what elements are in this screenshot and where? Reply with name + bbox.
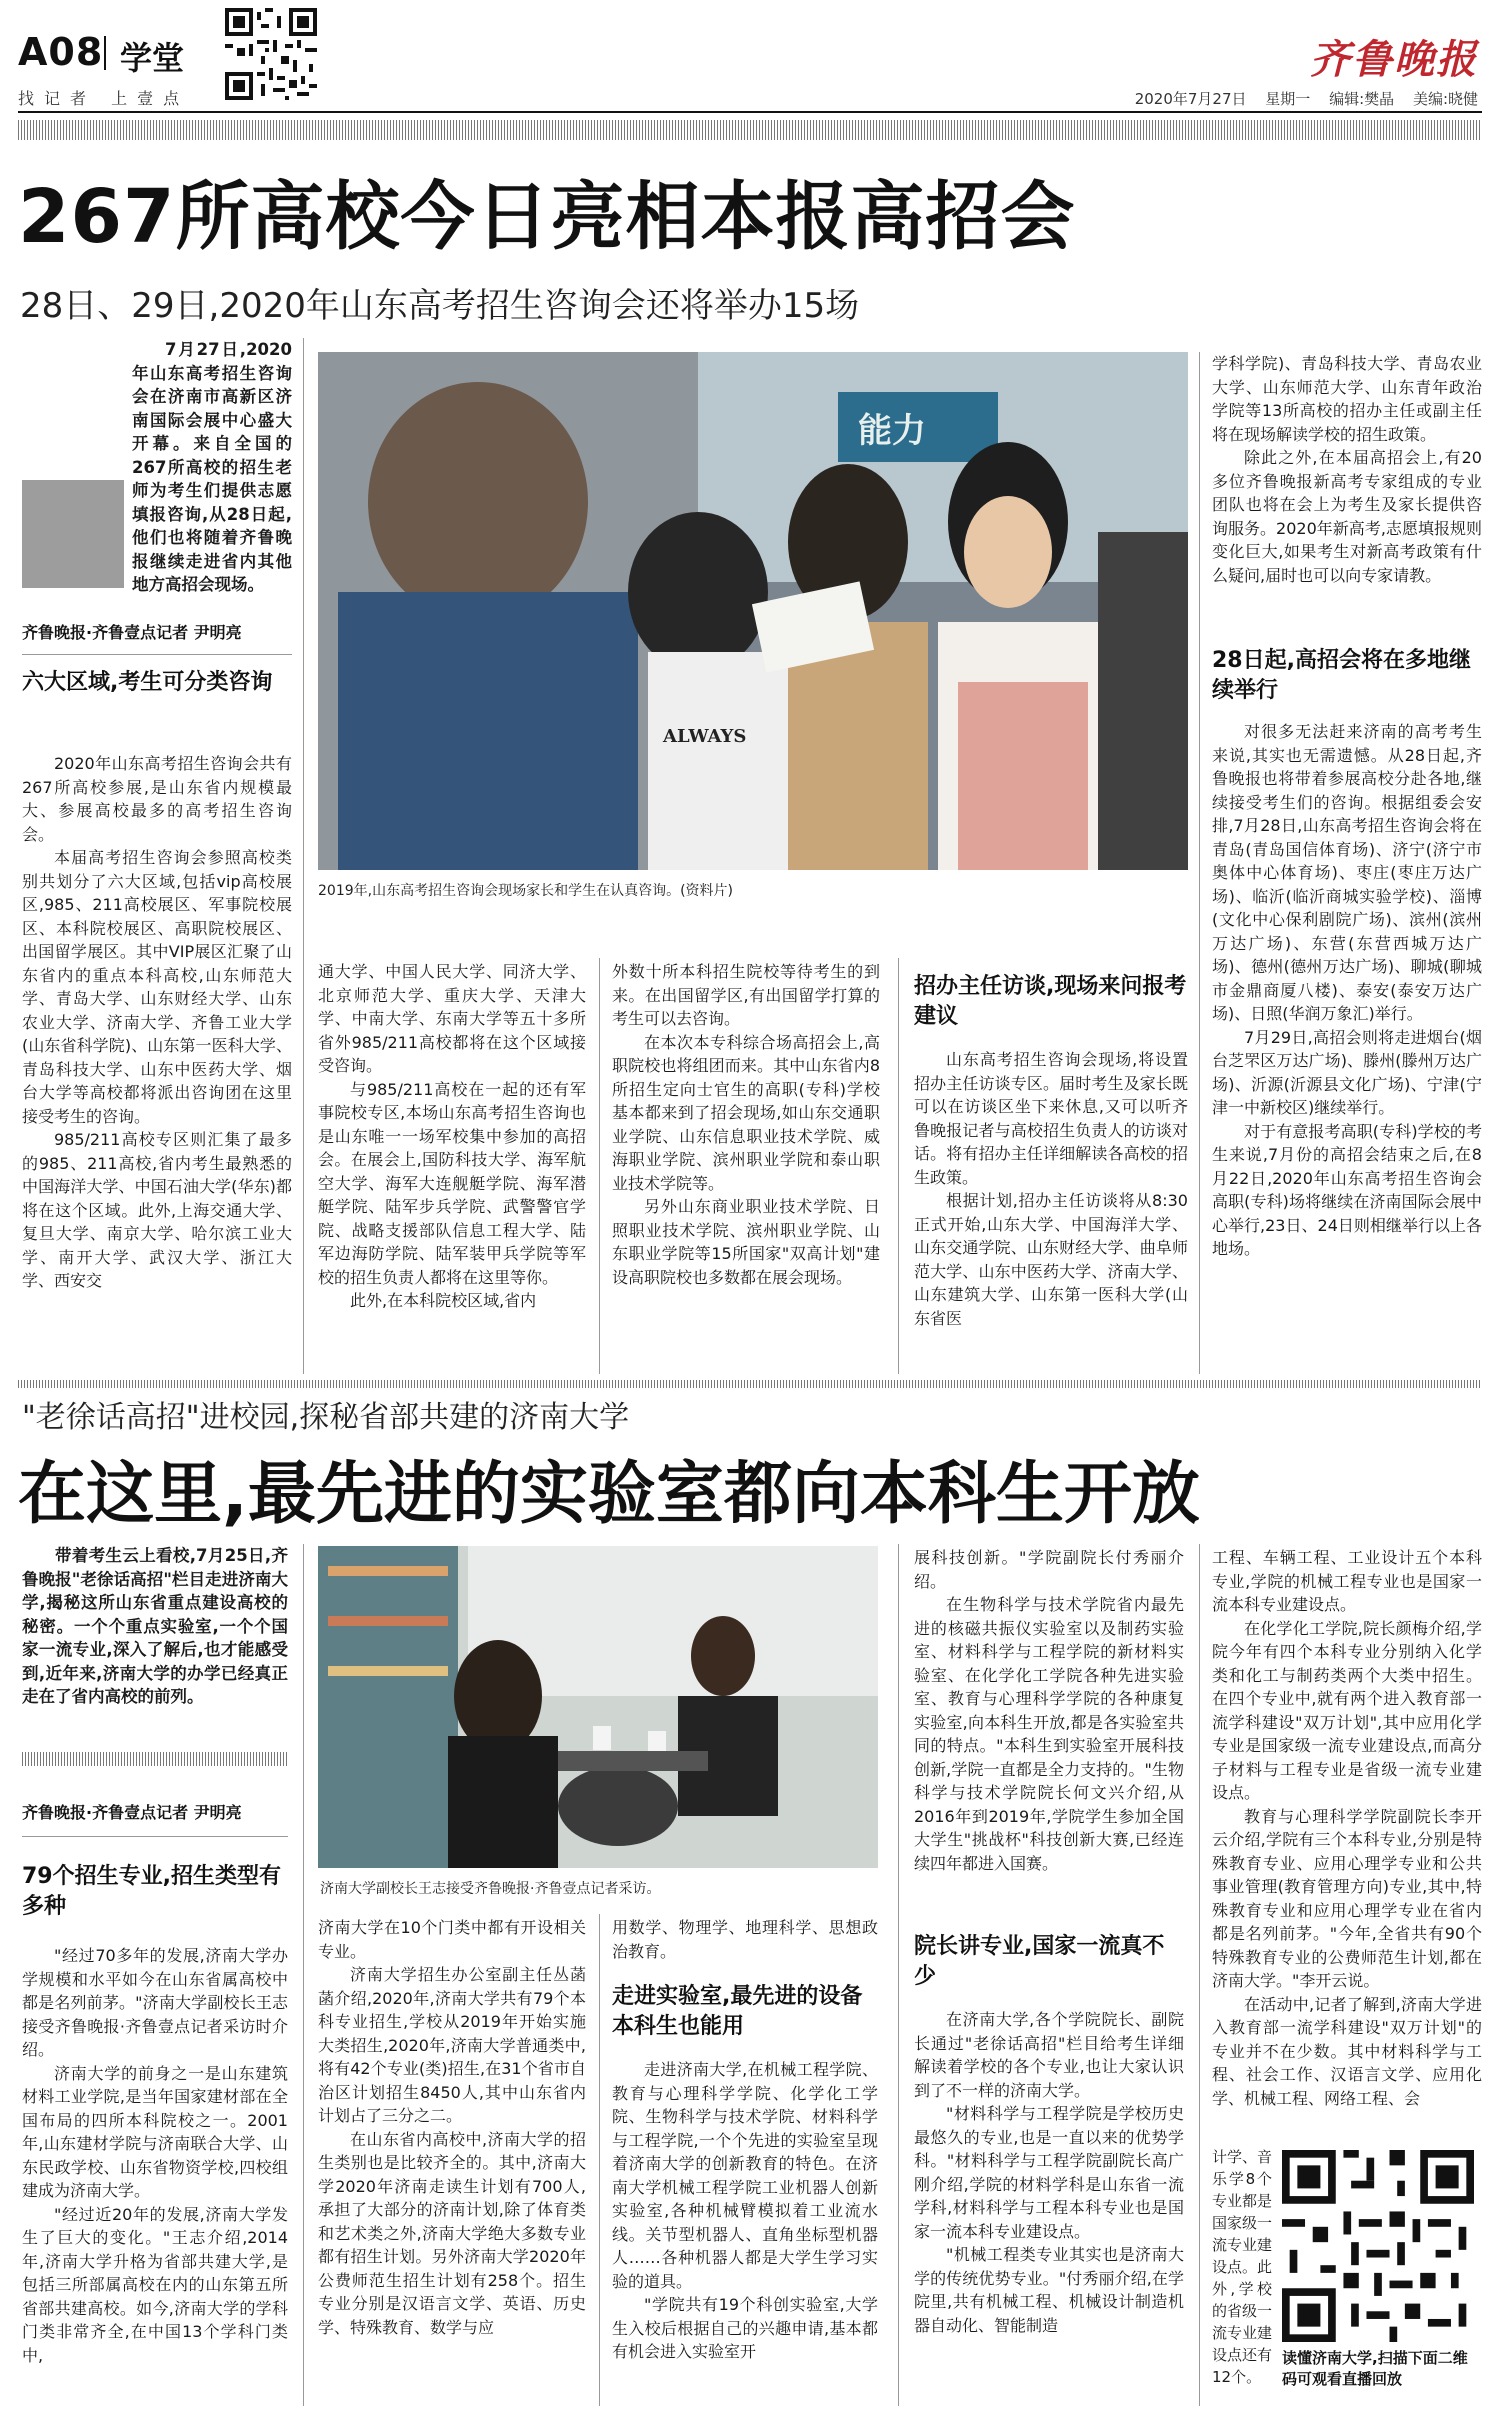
story1-col4: 山东高考招生咨询会现场,将设置招办主任访谈专区。届时考生及家长既可以在访谈区坐下来休息,又可以听齐鲁晚报记者与高校招生负责人的访谈对话。将有招办主任详细解读各高校的招生政策。 根据计划,招办主任访谈将从8:30正式开始,山东大学、中国海洋大学、山东交通学院、山东财经大学、曲阜师范大学、山东中医药大学、济南大学、山东建筑大学、山东第一医科大学(山东省医 <box>914 1050 1188 1328</box>
qr-code-icon[interactable] <box>225 8 317 100</box>
header-rule <box>18 111 1482 113</box>
column-rule <box>599 1914 600 2406</box>
column-rule <box>303 338 304 1374</box>
art-credit: 美编:晓健 <box>1412 90 1478 108</box>
story2-subhead-a: 79个招生专业,招生类型有多种 <box>22 1864 281 1919</box>
story2-col1: "经过70多年的发展,济南大学办学规模和水平如今在山东省属高校中都是名列前茅。"济南大学副校长王志接受齐鲁晚报·齐鲁壹点记者采访时介绍。 济南大学的前身之一是山东建筑材料工业学院,是当年国家建材部在全国布局的四所本科院校之一。2001年,山东建材学院与济南联合大学、山东民政学校、山东省物资学校,四校组建成为济南大学。 "经过近20年的发展,济南大学发生了巨大的变化。"王志介绍,2014年,济南大学升格为省部共建大学,是包括三所部属高校在内的山东第五所省部共建高校。如今,济南大学的学科门类非常齐全,在中国13个学科门类中, <box>22 1946 288 2365</box>
story1-col5b: 对很多无法赶来济南的高考考生来说,其实也无需遗憾。从28日起,齐鲁晚报也将带着参展高校分赴各地,继续接受考生们的咨询。根据组委会安排,7月28日,山东高考招生咨询会将在青岛(青岛国信体育场)、济宁(济宁市奥体中心体育场)、枣庄(枣庄万达广场)、临沂(临沂商城实验学校)、淄博(文化中心保利剧院广场)、滨州(滨州万达广场)、东营(东营西城万达广场)、德州(德州万达广场)、聊城(聊城市金鼎商厦八楼)、泰安(泰安万达广场)、日照(华润万象汇)举行。 7月29日,高招会则将走进烟台(烟台芝罘区万达广场)、滕州(滕州万达广场)、沂源(沂源县文化广场)、宁津(宁津一中新校区)继续举行。 对于有意报考高职(专科)学校的考生来说,7月份的高招会结束之后,在8月22日,2020年山东高考招生咨询会高职(专科)场将继续在济南国际会展中心举行,23日、24日则相继举行以上各地场。 <box>1212 722 1482 1258</box>
story1-subhead-b: 招办主任访谈,现场来问报考建议 <box>914 974 1187 1029</box>
newspaper-logo: 齐鲁晚报 <box>1310 36 1478 83</box>
photo-tshirt-text: ALWAYS <box>663 726 747 747</box>
story1-col5a: 学科学院)、青岛科技大学、青岛农业大学、山东师范大学、山东青年政治学院等13所高校的招办主任或副主任将在现场解读学校的招生政策。 除此之外,在本届高招会上,有20多位齐鲁晚报新高考专家组成的专业团队也将在会上为考生及家长提供咨询服务。2020年新高考,志愿填报规则变化巨大,如果考生对新高考政策有什么疑问,届时也可以向专家请教。 <box>1212 354 1482 585</box>
section-title: 学堂 <box>120 39 185 77</box>
story1-subhead-c: 28日起,高招会将在多地继续举行 <box>1212 648 1471 703</box>
story2-col5a: 工程、车辆工程、工业设计五个本科专业,学院的机械工程专业也是国家一流本科专业建设点。 在化学化工学院,院长颜梅介绍,学院今年有四个本科专业分别纳入化学类和化工与制药类两个大类中招生。在四个专业中,就有两个进入教育部一流学科建设"双万计划",其中应用化学专业是国家级一流专业建设点,而高分子材料与工程专业是省级一流专业建设点。 教育与心理科学学院副院长李开云介绍,学院有三个本科专业,分别是特殊教育专业、应用心理学专业和公共事业管理(教育管理方向)专业,其中,特殊教育专业和应用心理学专业在省内都是名列前茅。"今年,全省共有90个特殊教育专业的公费师范生计划,都在济南大学。"李开云说。 在活动中,记者了解到,济南大学进入教育部一流学科建设"双万计划"的专业并不在少数。其中材料科学与工程、社会工作、汉语言文学、应用化学、机械工程、网络工程、会 <box>1212 1548 1482 2108</box>
column-rule <box>898 958 899 1374</box>
story2-col3a: 用数学、物理学、地理科学、思想政治教育。 <box>612 1918 878 1961</box>
story2-col2: 济南大学在10个门类中都有开设相关专业。 济南大学招生办公室副主任丛菡菡介绍,2020年,济南大学共有79个本科专业招生,学校从2019年开始实施大类招生,2020年,济南大学普通类中,将有42个专业(类)招生,在31个省市自治区计划招生8450人,其中山东省内计划占了三分之二。 在山东省内高校中,济南大学的招生类别也是比较齐全的。其中,济南大学2020年济南走读生计划有700人,承担了大部分的济南计划,除了体育类和艺术类之外,济南大学绝大多数专业都有招生计划。另外济南大学2020年公费师范生招生计划有258个。招生专业分别是汉语言文学、英语、历史学、特殊教育、数学与应 <box>318 1918 586 2337</box>
story1-col2: 通大学、中国人民大学、同济大学、北京师范大学、重庆大学、天津大学、中南大学、东南大学等五十多所省外985/211高校都将在这个区域接受咨询。 与985/211高校在一起的还有军事院校专区,本场山东高考招生咨询也是山东唯一一场军校集中参加的高招会。在展会上,国防科技大学、海军航空大学、海军大连舰艇学院、海军潜艇学院、陆军步兵学院、武警警官学院、战略支援部队信息工程大学、陆军边海防学院、陆军装甲兵学院等军校的招生负责人都将在这里等你。 此外,在本科院校区域,省内 <box>318 962 586 1310</box>
slogan: 找记者 上壹点 <box>18 89 190 108</box>
story1-lead: 7月27日,2020年山东高考招生咨询会在济南市高新区济南国际会展中心盛大开幕。来自全国的267所高校的招生老师为考生们提供志愿填报咨询,从28日起,他们也将随着齐鲁晚报继续走进省内其他地方高招会现场。 <box>132 340 292 594</box>
divider <box>22 654 292 655</box>
page-number: A08 <box>18 30 104 74</box>
column-rule <box>898 1544 899 2406</box>
hatch-band <box>18 120 1482 140</box>
story2-lead: 带着考生云上看校,7月25日,齐鲁晚报"老徐话高招"栏目走进济南大学,揭秘这所山东省重点建设高校的秘密。一个个重点实验室,一个个国家一流专业,深入了解后,也才能感受到,近年来,济南大学的办学已经真正走在了省内高校的前列。 <box>22 1546 288 1706</box>
story1-col3: 外数十所本科招生院校等待考生的到来。在出国留学区,有出国留学打算的考生可以去咨询。 在本次本专科综合场高招会上,高职院校也将组团而来。其中山东省内8所招生定向士官生的高职(专科)学校基本都来到了招会现场,如山东交通职业学院、山东信息职业技术学院、威海职业学院、滨州职业学院和泰山职业技术学院等。 另外山东商业职业技术学院、日照职业技术学院、滨州职业学院、山东职业学院等15所国家"双高计划"建设高职院校也多数都在展会现场。 <box>612 962 880 1287</box>
story1-photo-caption: 2019年,山东高考招生咨询会现场家长和学生在认真咨询。(资料片) <box>318 883 734 899</box>
story2-col5b: 计学、音乐学8个专业都是国家级一流专业建设点。此外,学校的省级一流专业建设点还有12个。 <box>1212 2148 1273 2386</box>
story2-photo <box>318 1546 878 1868</box>
story1-photo <box>318 352 1188 870</box>
issue-meta <box>1121 88 1478 109</box>
story1-col1: 2020年山东高考招生咨询会共有267所高校参展,是山东省内规模最大、参展高校最多的高考招生咨询会。 本届高考招生咨询会参照高校类别共划分了六大区域,包括vip高校展区,985、211高校展区、军事院校展区、本科院校展区、高职院校展区、出国留学展区。其中VIP展区汇聚了山东省内的重点本科高校,山东师范大学、青岛大学、山东财经大学、山东农业大学、济南大学、齐鲁工业大学(山东省科学院)、山东第一医科大学、青岛科技大学、山东中医药大学、烟台大学等高校都将派出咨询团在这里接受考生的咨询。 985/211高校专区则汇集了最多的985、211高校,省内考生最熟悉的中国海洋大学、中国石油大学(华东)都将在这个区域。此外,上海交通大学、复旦大学、南京大学、哈尔滨工业大学、南开大学、武汉大学、浙江大学、西安交 <box>22 754 292 1290</box>
story2-col3b: 走进济南大学,在机械工程学院、教育与心理科学学院、化学化工学院、生物科学与技术学院、材料科学与工程学院,一个个先进的实验室呈现着济南大学的创新教育的特色。在济南大学机械工程学院工业机器人创新实验室,各种机械臂模拟着工业流水线。关节型机器人、直角坐标型机器人……各种机器人都是大学生学习实验的道具。 "学院共有19个科创实验室,大学生入校后根据自己的兴趣申请,基本都有机会进入实验室开 <box>612 2060 878 2361</box>
column-rule <box>303 1544 304 2406</box>
header-divider <box>104 36 106 70</box>
story1-subhead-a: 六大区域,考生可分类咨询 <box>22 670 273 695</box>
editor-credit: 编辑:樊晶 <box>1329 90 1395 108</box>
issue-date: 2020年7月27日 <box>1134 90 1247 108</box>
story2-headline: 在这里,最先进的实验室都向本科生开放 <box>18 1455 1200 1534</box>
qr-caption: 读懂济南大学,扫描下面二维码可观看直播回放 <box>1282 2349 1468 2388</box>
story-separator <box>18 1380 1482 1388</box>
photo-sign-text: 能力 <box>858 411 926 451</box>
column-rule <box>1199 352 1200 1374</box>
story2-col4a: 展科技创新。"学院副院长付秀丽介绍。 在生物科学与技术学院省内最先进的核磁共振仪实验室以及制药实验室、材料科学与工程学院的新材料实验室、在化学化工学院各种先进实验室、教育与心理科学学院的各种康复实验室,向本科生开放,都是各实验室共同的特点。"本科生到实验室开展科技创新,学院一直都是全力支持的。"生物科学与技术学院院长何文兴介绍,从2016年到2019年,学院学生参加全国大学生"挑战杯"科技创新大赛,已经连续四年都进入国赛。 <box>914 1548 1184 1873</box>
story1-byline: 齐鲁晚报·齐鲁壹点记者 尹明亮 <box>22 623 242 642</box>
story2-subhead-b: 走进实验室,最先进的设备本科生也能用 <box>612 1984 863 2039</box>
story2-col4b: 在济南大学,各个学院院长、副院长通过"老徐话高招"栏目给考生详细解读着学校的各个专业,也让大家认识到了不一样的济南大学。 "材料科学与工程学院是学校历史最悠久的专业,也是一直以来的优势学科。"材料科学与工程学院副院长高广刚介绍,学院的材料学科是山东省一流学科,材料科学与工程本科专业也是国家一流本科专业建设点。 "机械工程类专业其实也是济南大学的传统优势专业。"付秀丽介绍,在学院里,共有机械工程、机械设计制造机器自动化、智能制造 <box>914 2010 1184 2335</box>
hatch-small <box>22 1752 288 1766</box>
story2-photo-caption: 济南大学副校长王志接受齐鲁晚报·齐鲁壹点记者采访。 <box>320 1881 661 1897</box>
qr-code-icon[interactable] <box>1282 2150 1474 2342</box>
story1-headline: 267所高校今日亮相本报高招会 <box>18 174 1076 260</box>
story2-byline: 齐鲁晚报·齐鲁壹点记者 尹明亮 <box>22 1803 242 1822</box>
story2-kicker: "老徐话高招"进校园,探秘省部共建的济南大学 <box>22 1400 630 1435</box>
issue-weekday: 星期一 <box>1265 90 1311 108</box>
column-rule <box>599 958 600 1374</box>
divider <box>22 1836 288 1837</box>
column-rule <box>1199 1544 1200 2406</box>
story1-subheadline: 28日、29日,2020年山东高考招生咨询会还将举办15场 <box>20 286 860 326</box>
story2-subhead-c: 院长讲专业,国家一流真不少 <box>914 1934 1165 1989</box>
